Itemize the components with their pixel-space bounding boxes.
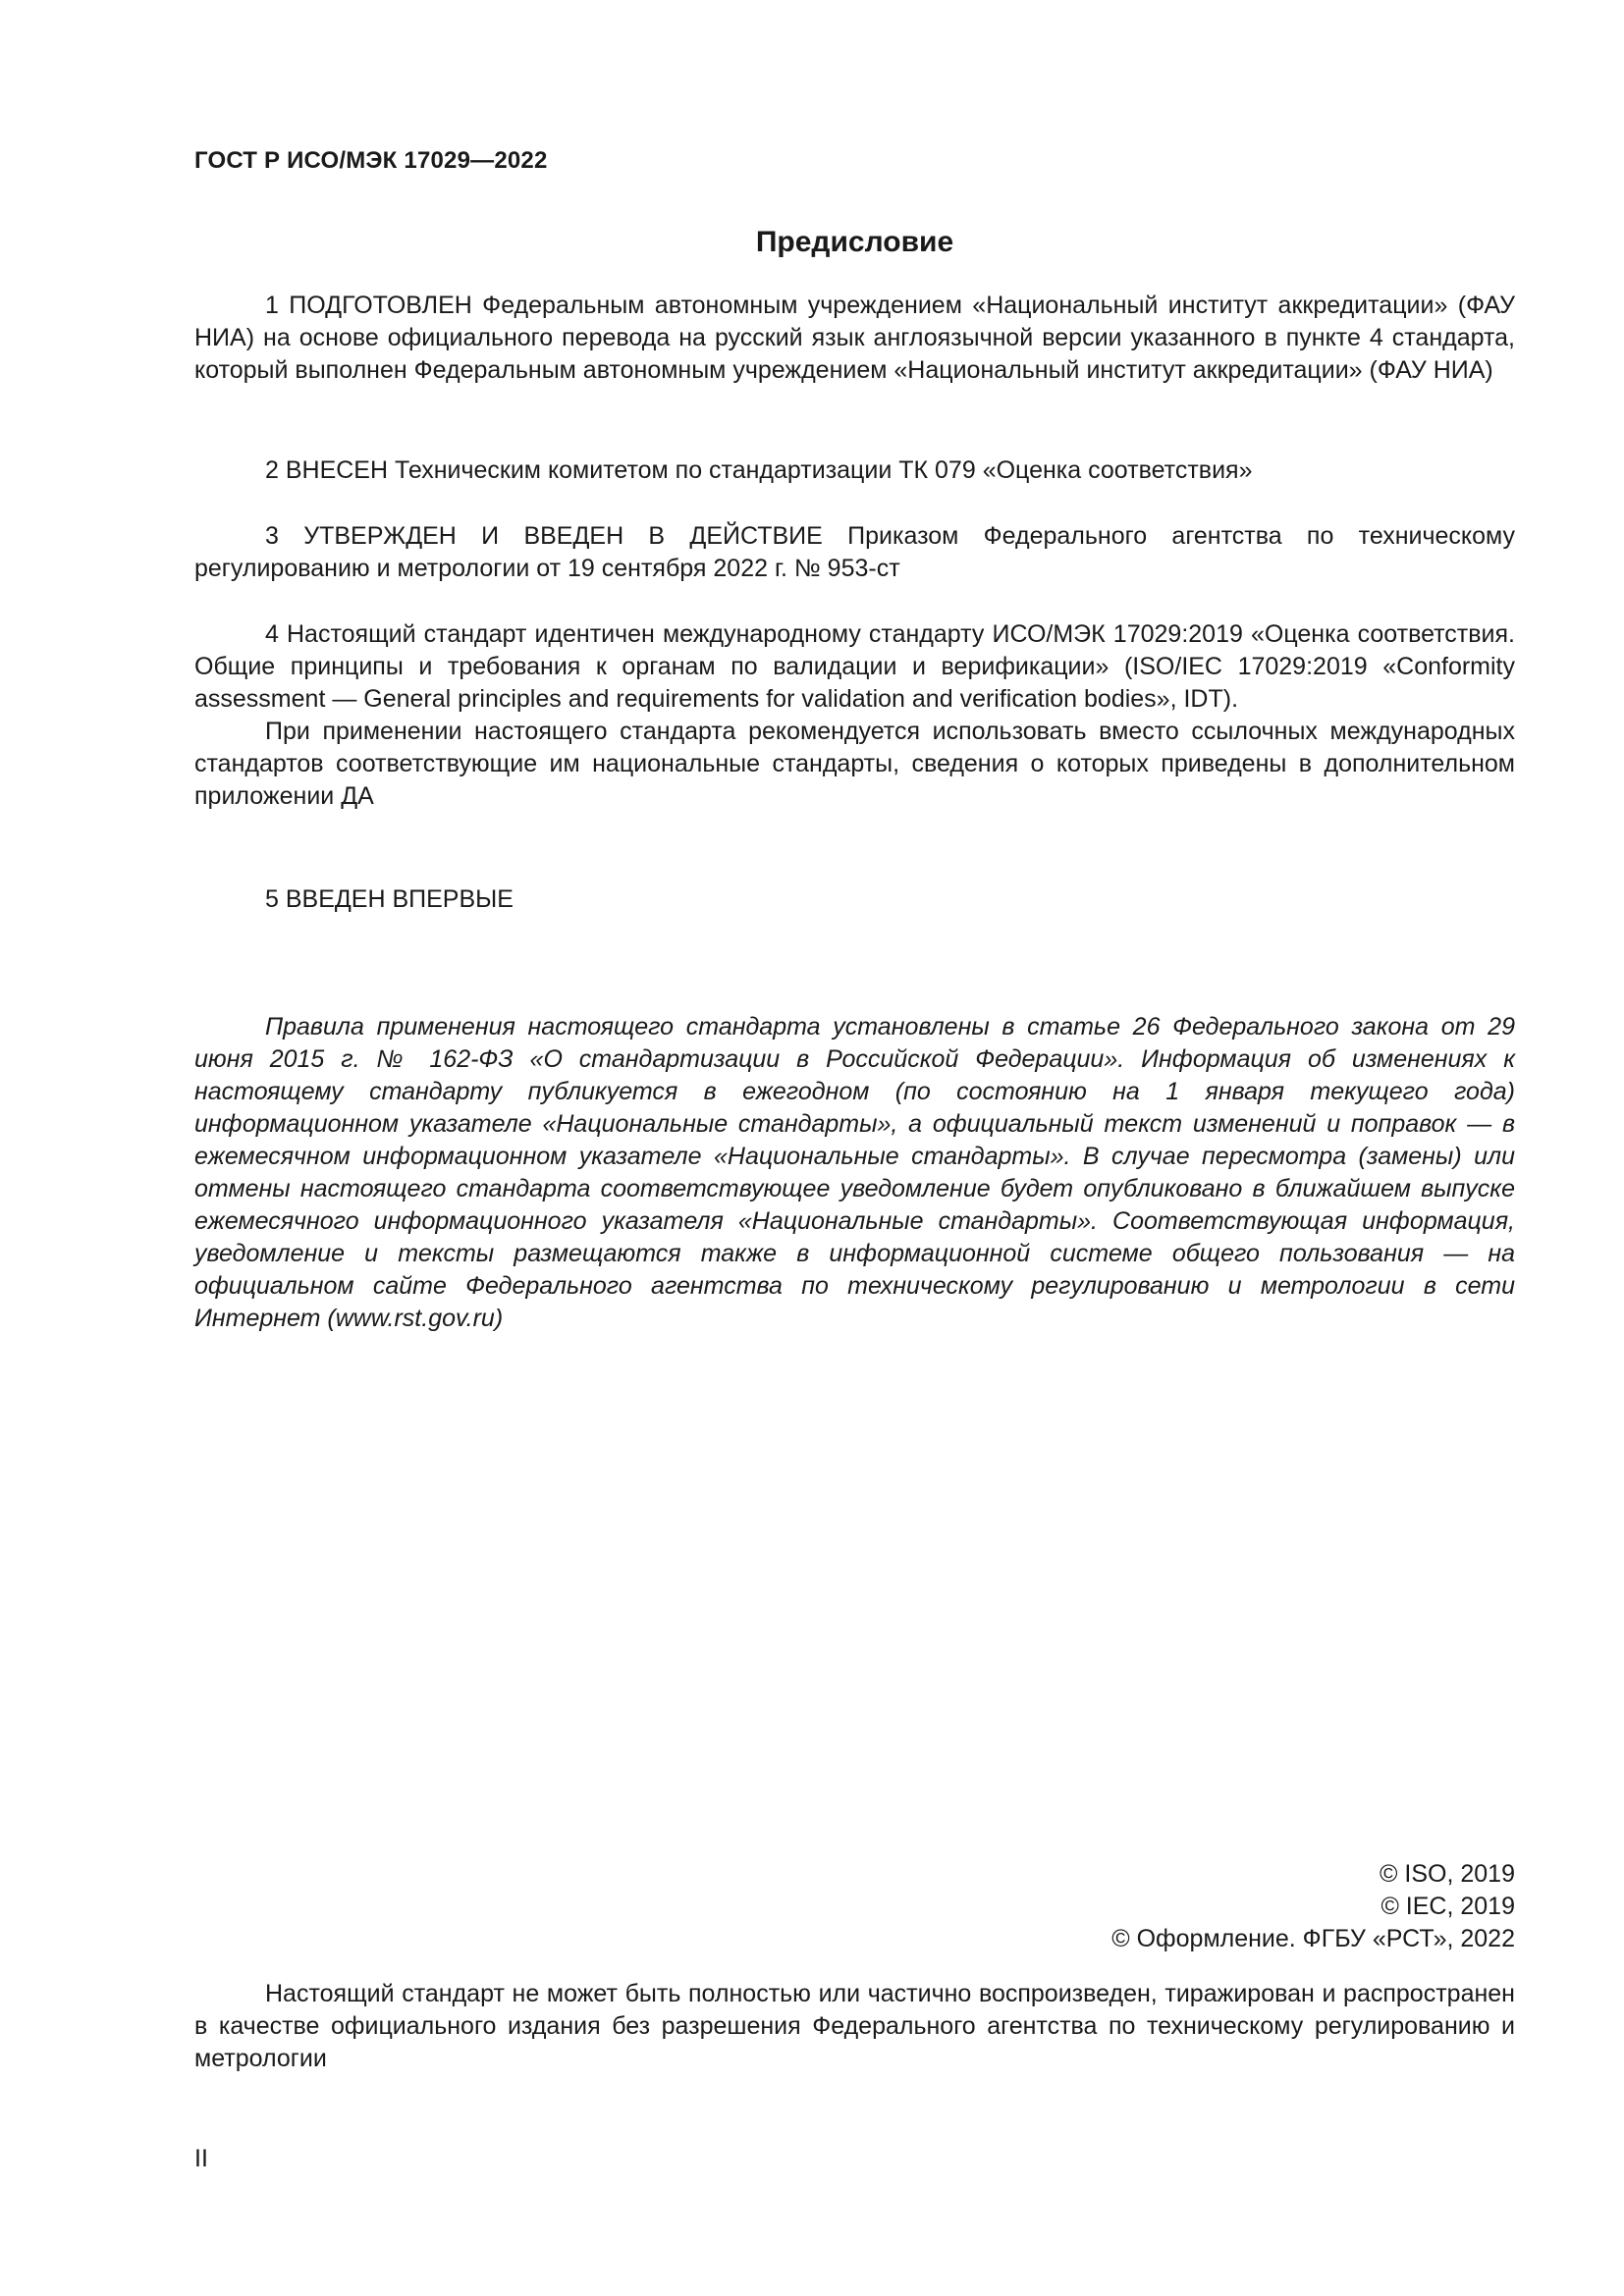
reproduction-notice <box>194 1978 1515 2075</box>
section-1 <box>194 290 1515 387</box>
copyright-line: © Оформление. ФГБУ «РСТ», 2022 <box>1111 1925 1515 1952</box>
section-3-text: 3 УТВЕРЖДЕН И ВВЕДЕН В ДЕЙСТВИЕ Приказом Федерального агентства по техническому регулированию и метрологии от 19 сентября 2022 г. № 953-ст <box>194 522 1515 582</box>
page-title: Предисловие <box>755 226 954 258</box>
document-code: ГОСТ Р ИСО/МЭК 17029—2022 <box>194 147 548 174</box>
section-4-text: 4 Настоящий стандарт идентичен международному стандарту ИСО/МЭК 17029:2019 «Оценка соответствия. Общие принципы и требования к органам по валидации и верификации» (ISO/IEC 17029:2019 «Conformity assessment — General principles and requirements for validation and verification bodies», IDT). <box>194 620 1515 713</box>
section-2 <box>194 454 1515 487</box>
copyright-line: © ISO, 2019 <box>1380 1860 1515 1888</box>
section-2-text: 2 ВНЕСЕН Техническим комитетом по стандартизации ТК 079 «Оценка соответствия» <box>265 456 1253 484</box>
page-number: II <box>194 2145 208 2172</box>
reproduction-notice-text: Настоящий стандарт не может быть полностью или частично воспроизведен, тиражирован и распространен в качестве официального издания без разрешения Федерального агентства по техническому регулированию и метрологии <box>194 1980 1515 2072</box>
section-4 <box>194 618 1515 813</box>
copyright-line: © IEC, 2019 <box>1380 1893 1515 1920</box>
section-3 <box>194 520 1515 585</box>
rules-text: Правила применения настоящего стандарта установлены в статье 26 Федерального закона от 29 июня 2015 г. № 162-ФЗ «О стандартизации в Российской Федерации». Информация об изменениях к настоящему стандарту публикуется в ежегодном (по состоянию на 1 января текущего года) информационном указателе «Национальные стандарты», а официальный текст изменений и поправок — в ежемесячном информационном указателе «Национальные стандарты». В случае пересмотра (замены) или отмены настоящего стандарта соответствующее уведомление будет опубликовано в ближайшем выпуске ежемесячного информационного указателя «Национальные стандарты». Соответствующая информация, уведомление и тексты размещаются также в информационной системе общего пользования — на официальном сайте Федерального агентства по техническому регулированию и метрологии в сети Интернет (www.rst.gov.ru) <box>194 1013 1515 1332</box>
rules-paragraph <box>194 1011 1515 1335</box>
section-5 <box>194 883 1515 916</box>
section-1-text: 1 ПОДГОТОВЛЕН Федеральным автономным учреждением «Национальный институт аккредитации» (ФАУ НИА) на основе официального перевода на русский язык англоязычной версии указанного в пункте 4 стандарта, который выполнен Федеральным автономным учреждением «Национальный институт аккредитации» (ФАУ НИА) <box>194 292 1515 384</box>
section-5-text: 5 ВВЕДЕН ВПЕРВЫЕ <box>265 885 514 913</box>
section-4-note: При применении настоящего стандарта рекомендуется использовать вместо ссылочных международных стандартов соответствующие им национальные стандарты, сведения о которых приведены в дополнительном приложении ДА <box>194 718 1515 810</box>
copyright-block <box>1111 1858 1515 1955</box>
